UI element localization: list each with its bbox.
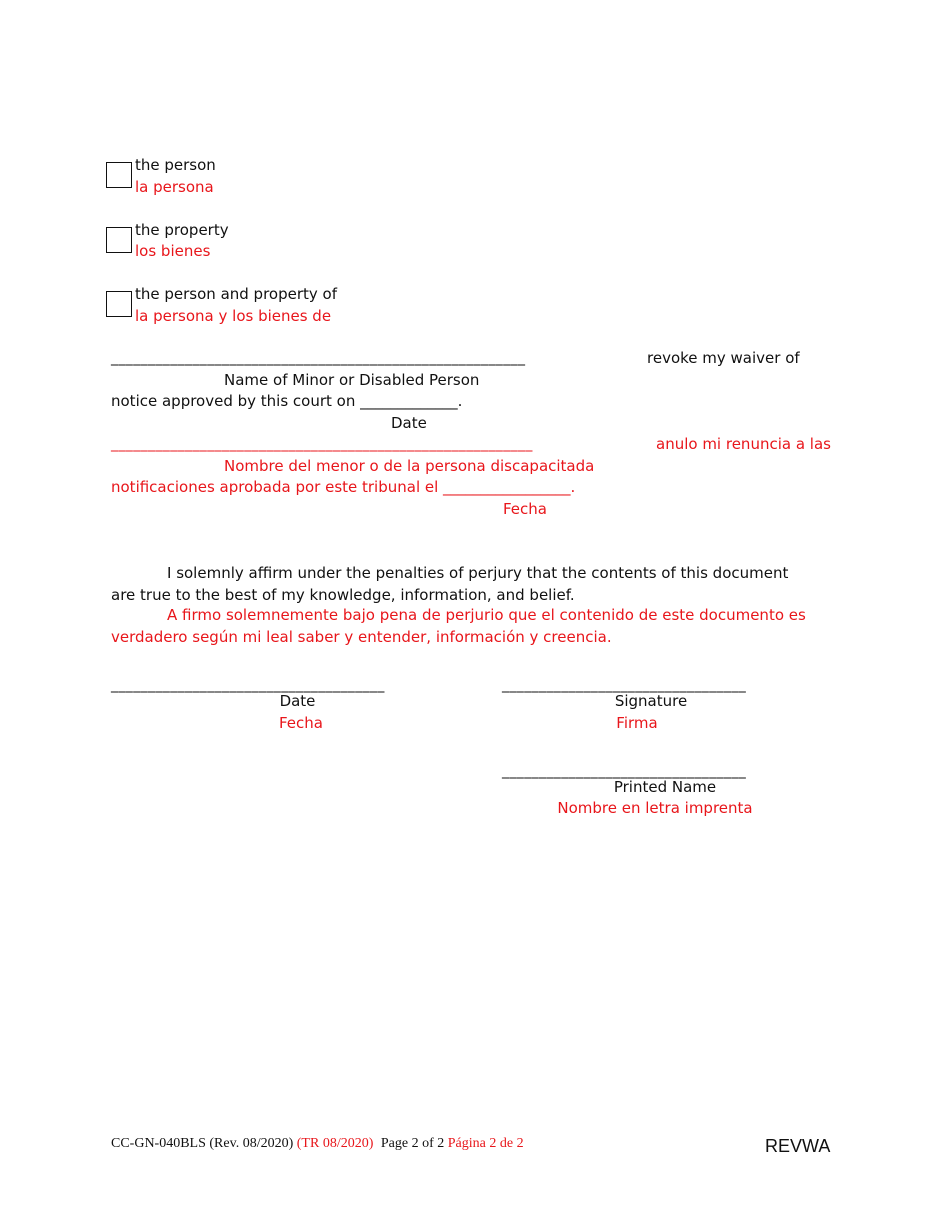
minor-name-line[interactable]: ________________________________________________________ xyxy=(111,350,526,366)
affirmation-en-text: I solemnly affirm under the penalties of perjury that the contents of this document are true to the best of my knowledge, information, and belief. xyxy=(111,564,789,604)
date-label-es: Fecha xyxy=(503,500,547,518)
checkbox-person[interactable] xyxy=(106,162,132,188)
printed-name-label-en: Printed Name xyxy=(613,778,717,796)
form-code: REVWA xyxy=(765,1136,831,1156)
option-person-property-es: la persona y los bienes de xyxy=(135,307,332,325)
affirmation-en xyxy=(111,563,811,606)
option-property-en: the property xyxy=(135,221,229,239)
signature-line[interactable]: _________________________________ xyxy=(502,677,747,693)
footer-form-info xyxy=(111,1134,524,1154)
minor-name-line-es[interactable]: _________________________________________________________ xyxy=(111,436,533,452)
option-person-en: the person xyxy=(135,156,216,174)
signature-label-en: Signature xyxy=(614,692,688,710)
affirmation-es-text: A firmo solemnemente bajo pena de perjurio que el contenido de este documento es verdadero según mi leal saber y entender, información y creencia. xyxy=(111,606,806,646)
affirmation-es xyxy=(111,605,811,648)
form-tr: (TR 08/2020) xyxy=(296,1136,374,1151)
revoke-text-es: anulo mi renuncia a las xyxy=(656,435,831,453)
option-person-property-en: the person and property of xyxy=(135,285,337,303)
revoke-text-en: revoke my waiver of xyxy=(647,349,800,367)
printed-name-line[interactable]: _________________________________ xyxy=(502,763,747,779)
date-signature-label-en: Date xyxy=(279,692,316,710)
date-label-en: Date xyxy=(391,414,427,432)
notice-text-es: notificaciones aprobada por este tribunal el _________________. xyxy=(111,478,576,496)
date-signature-line[interactable]: _____________________________________ xyxy=(111,677,385,693)
notice-text-en: notice approved by this court on _____________. xyxy=(111,392,463,410)
checkbox-person-and-property[interactable] xyxy=(106,291,132,317)
page-number-en: Page 2 of 2 xyxy=(380,1136,445,1151)
form-id: CC-GN-040BLS (Rev. 08/2020) xyxy=(111,1136,294,1151)
minor-name-label-en: Name of Minor or Disabled Person xyxy=(224,371,480,389)
printed-name-label-es: Nombre en letra imprenta xyxy=(557,799,753,817)
checkbox-property[interactable] xyxy=(106,227,132,253)
signature-label-es: Firma xyxy=(616,714,658,732)
option-person-es: la persona xyxy=(135,178,214,196)
option-property-es: los bienes xyxy=(135,242,211,260)
page-number-es: Página 2 de 2 xyxy=(447,1136,524,1151)
minor-name-label-es: Nombre del menor o de la persona discapacitada xyxy=(224,457,595,475)
date-signature-label-es: Fecha xyxy=(279,714,323,732)
